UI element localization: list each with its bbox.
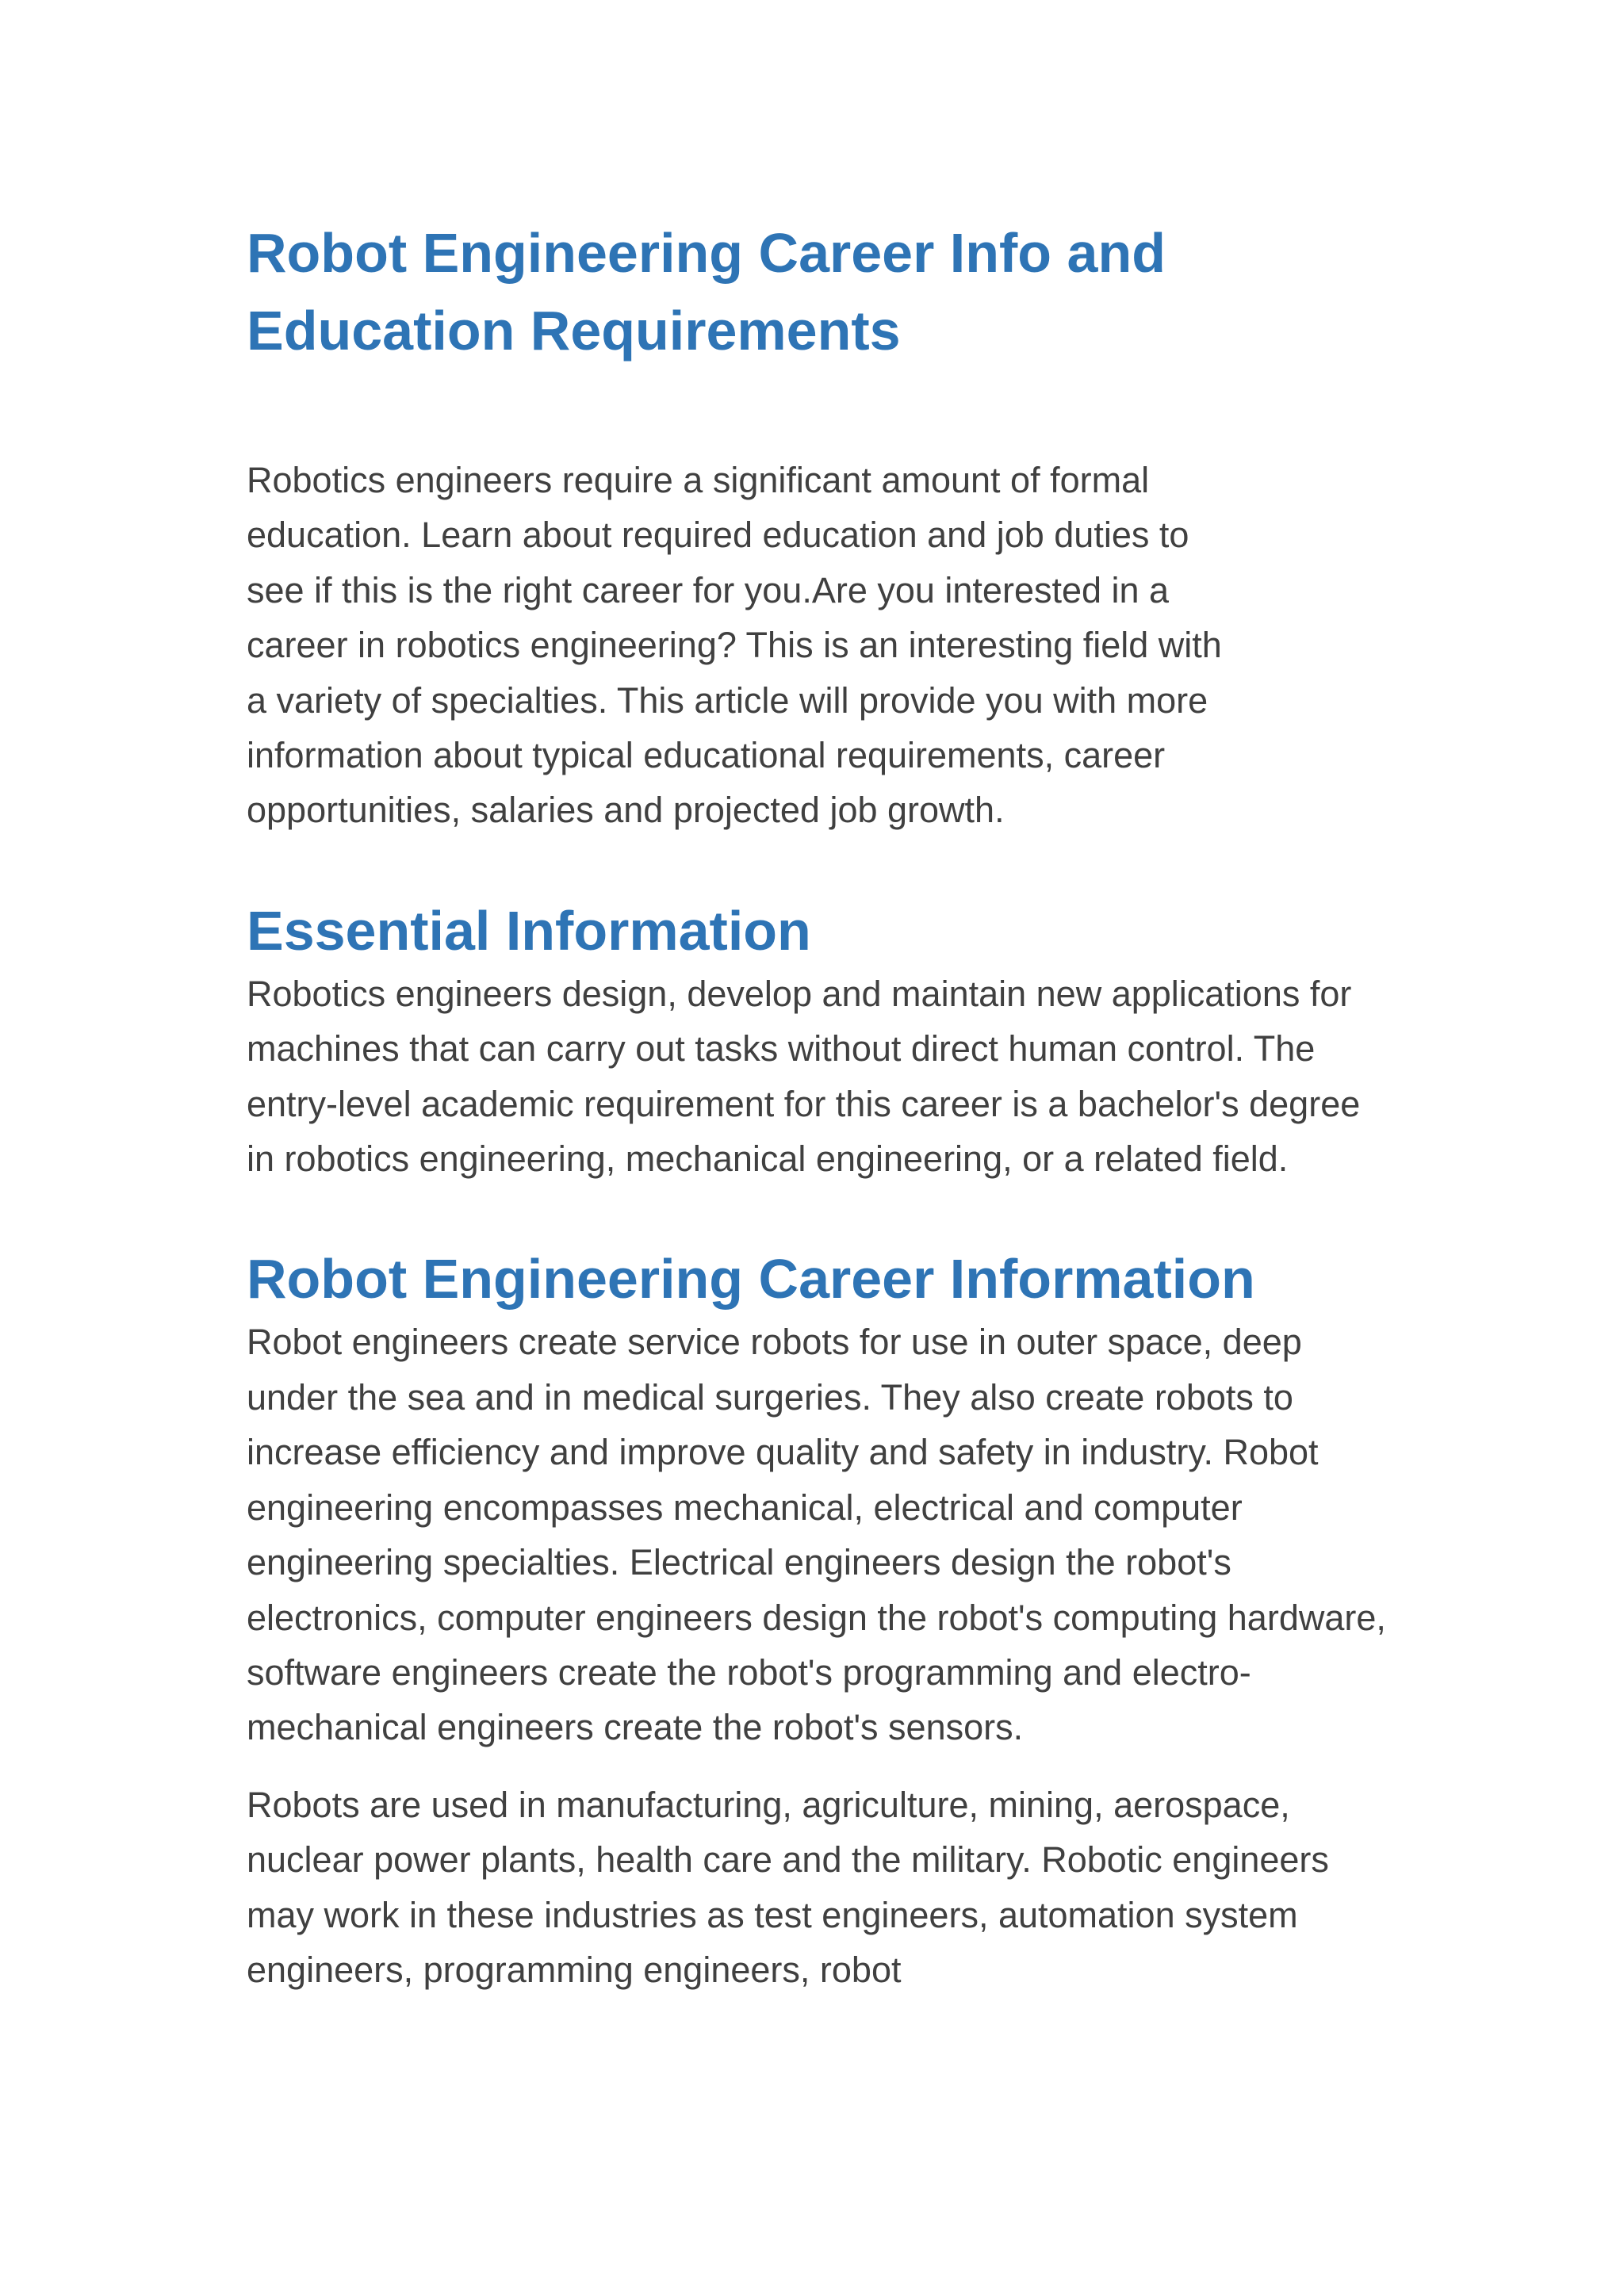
section-paragraph: Robots are used in manufacturing, agriculture, mining, aerospace, nuclear power plants, health care and the military. Robotic engineers may work in these industries as test engineers, automation system engineers, programming engineers, robot <box>247 1784 1329 1990</box>
document-content <box>247 214 1388 1997</box>
section-paragraph: Robot engineers create service robots for use in outer space, deep under the sea and in medical surgeries. They also create robots to increase efficiency and improve quality and safety in industry. Robot engineering encompasses mechanical, electrical and computer engineering specialties. Electrical engineers design the robot's electronics, computer engineers design the robot's computing hardware, software engineers create the robot's programming and electro-mechanical engineers create the robot's sensors. <box>247 1322 1386 1748</box>
section-heading-essential-information: Essential Information <box>247 899 811 962</box>
document-title: Robot Engineering Career Info and Education Requirements <box>247 222 1166 362</box>
section-heading-career-information: Robot Engineering Career Information <box>247 1248 1255 1311</box>
intro-paragraph: Robotics engineers require a significant amount of formal education. Learn about required education and job duties to see if this is the right career for you.Are you interested in a career in robotics engineering? This is an interesting field with a variety of specialties. This article will provide you with more information about typical educational requirements, career opportunities, salaries and projected job growth. <box>247 460 1222 831</box>
section-paragraph: Robotics engineers design, develop and maintain new applications for machines that can carry out tasks without direct human control. The entry-level academic requirement for this career is a bachelor's degree in robotics engineering, mechanical engineering, or a related field. <box>247 973 1361 1180</box>
